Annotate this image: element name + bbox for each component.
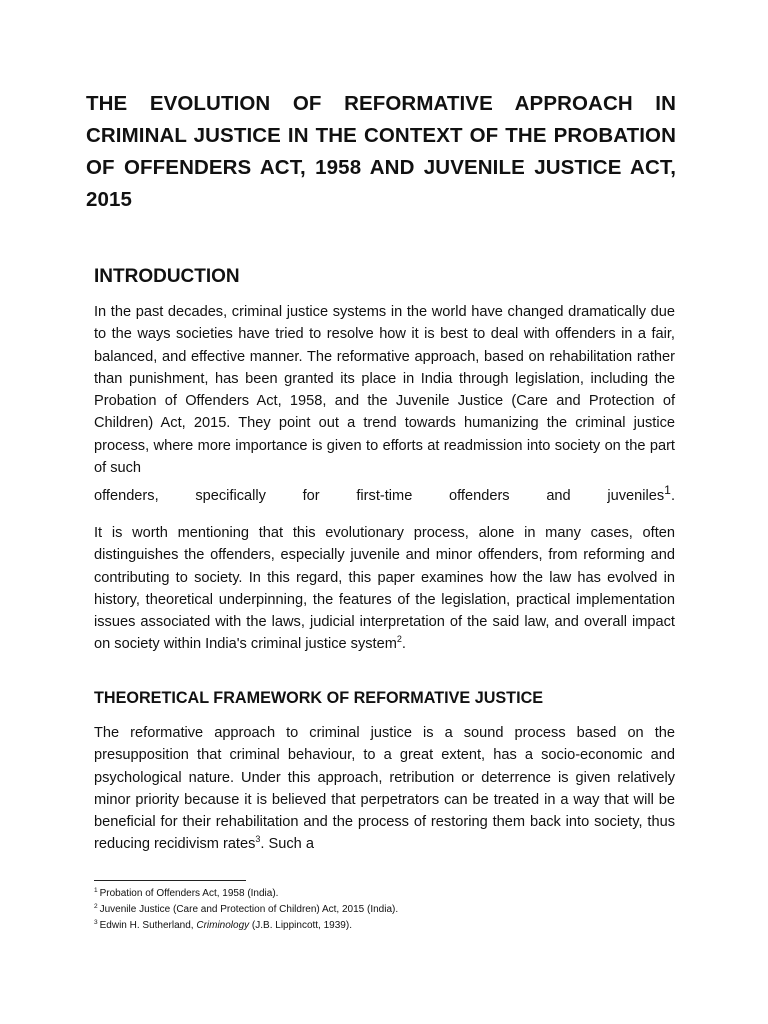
introduction-paragraph-1 xyxy=(94,301,675,479)
footnote-text: Probation of Offenders Act, 1958 (India). xyxy=(99,888,279,899)
footnote-number: 2 xyxy=(94,902,98,910)
footnotes-list xyxy=(94,886,674,934)
footnote-number: 3 xyxy=(94,918,98,926)
footnote-2 xyxy=(94,902,674,918)
introduction-paragraph-2-text: It is worth mentioning that this evolutionary process, alone in many cases, often distinguishes the offenders, especially juvenile and minor offenders, from reforming and contributing to society. In this regard, this paper examines how the law has evolved in history, theoretical underpinning, the features of the legislation, practical implementation issues associated with the laws, judicial interpretation of the said law, and overall impact on society within India's criminal justice system xyxy=(94,525,675,653)
introduction-paragraph-1-last-text: offenders, specifically for first-time offenders and juveniles xyxy=(94,487,665,504)
introduction-paragraph-1-last-line xyxy=(94,479,675,507)
footnote-text-author: Edwin H. Sutherland, xyxy=(99,920,197,931)
footnote-1 xyxy=(94,886,674,902)
introduction-paragraph-2-end: . xyxy=(401,636,406,653)
footnote-ref-3[interactable]: 3 xyxy=(255,834,261,845)
footnote-separator xyxy=(94,880,246,881)
footnote-3 xyxy=(94,918,674,934)
theoretical-framework-heading: THEORETICAL FRAMEWORK OF REFORMATIVE JUSTICE xyxy=(94,689,544,707)
theoretical-framework-paragraph-1-end: . Such a xyxy=(260,836,314,853)
introduction-paragraph-2 xyxy=(94,522,675,656)
introduction-paragraph-1-text: In the past decades, criminal justice systems in the world have changed dramatically due to the ways societies have tried to resolve how it is best to deal with offenders in a fair, balanced, and effective manner. The reformative approach, based on rehabilitation rather than punishment, has been granted its place in India through legislation, including the Probation of Offenders Act, 1958, and the Juvenile Justice (Care and Protection of Children) Act, 2015. They point out a trend towards humanizing the criminal justice process, where more importance is given to efforts at readmission into society on the part of such xyxy=(94,304,675,477)
introduction-heading: INTRODUCTION xyxy=(94,266,240,287)
footnote-ref-1[interactable]: 1 xyxy=(664,483,671,497)
theoretical-framework-paragraph-1-text: The reformative approach to criminal justice is a sound process based on the presupposition that criminal behaviour, to a great extent, has a socio-economic and psychological nature. Under this approach, retribution or deterrence is given relatively minor priority because it is believed that perpetrators can be treated in a way that will be beneficial for their rehabilitation and the process of restoring them back into society, thus reducing recidivism rates xyxy=(94,725,675,853)
footnote-text: Juvenile Justice (Care and Protection of Children) Act, 2015 (India). xyxy=(99,904,399,915)
footnote-ref-2[interactable]: 2 xyxy=(396,634,402,645)
introduction-paragraph-1-end: . xyxy=(670,487,675,504)
footnote-text-publisher: (J.B. Lippincott, 1939). xyxy=(249,920,352,931)
document-title: THE EVOLUTION OF REFORMATIVE APPROACH IN CRIMINAL JUSTICE IN THE CONTEXT OF THE PROBATION OF OFFENDERS ACT, 1958 AND JUVENILE JUSTICE ACT, 2015 xyxy=(86,92,676,211)
footnote-number: 1 xyxy=(94,886,98,894)
theoretical-framework-paragraph-1 xyxy=(94,722,675,856)
footnote-book-title: Criminology xyxy=(196,920,250,931)
